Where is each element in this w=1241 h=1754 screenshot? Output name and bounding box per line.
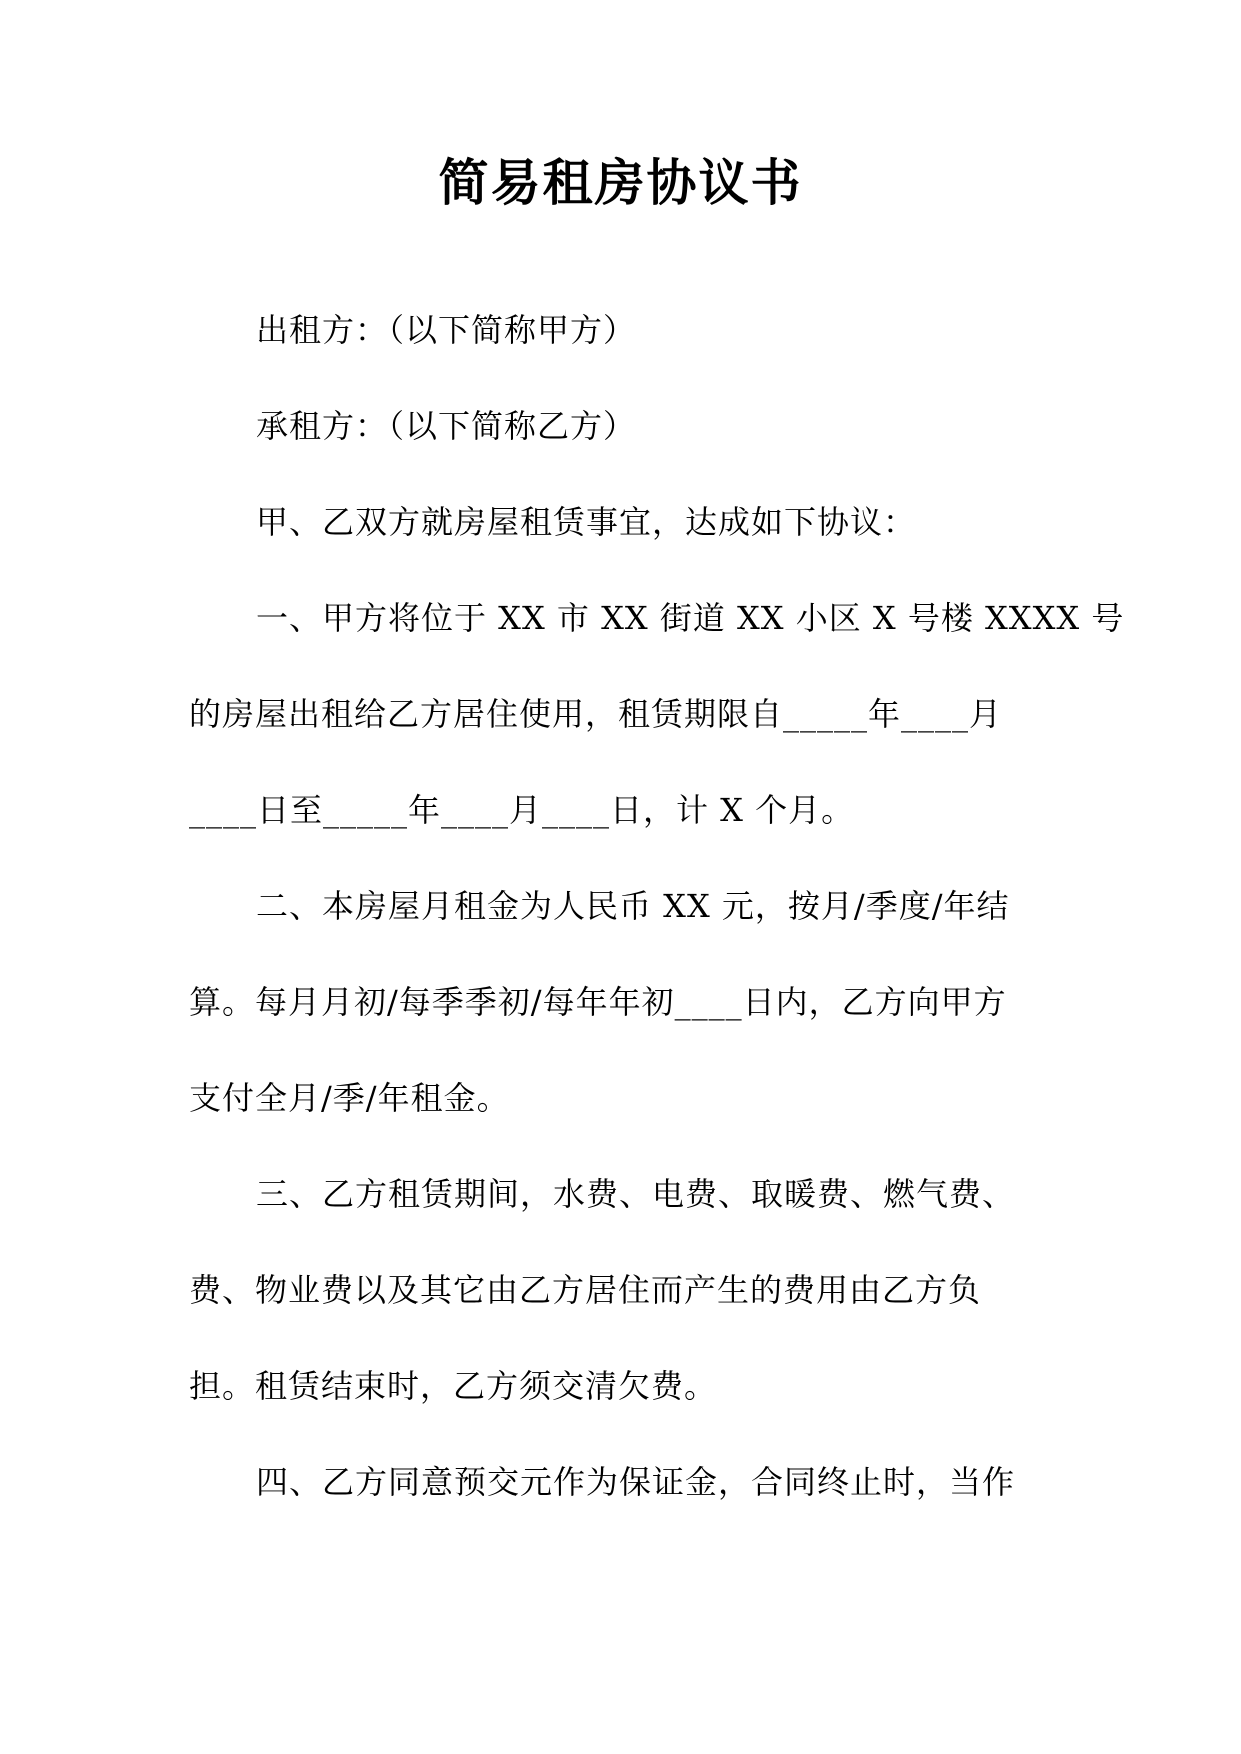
clause-3-line-3: 担。租赁结束时，乙方须交清欠费。: [189, 1367, 718, 1405]
party-a-line: 出租方：（以下简称甲方）: [256, 311, 637, 349]
clause-3-line-2: 费、物业费以及其它由乙方居住而产生的费用由乙方负: [189, 1271, 982, 1309]
clause-1-line-3: ____日至_____年____月____日，计 X 个月。: [189, 791, 855, 829]
clause-2-line-2: 算。每月月初/每季季初/每年年初____日内，乙方向甲方: [189, 983, 1007, 1021]
preamble-line: 甲、乙双方就房屋租赁事宜，达成如下协议：: [256, 503, 917, 541]
party-b-line: 承租方：（以下简称乙方）: [256, 407, 637, 445]
clause-1-line-1: 一、甲方将位于 XX 市 XX 街道 XX 小区 X 号楼 XXXX 号: [256, 599, 1125, 637]
clause-4-line-1: 四、乙方同意预交元作为保证金，合同终止时，当作: [256, 1463, 1016, 1501]
clause-3-line-1: 三、乙方租赁期间，水费、电费、取暖费、燃气费、: [256, 1175, 1016, 1213]
clause-2-line-3: 支付全月/季/年租金。: [189, 1079, 510, 1117]
document-title: 简易租房协议书: [438, 153, 803, 212]
clause-2-line-1: 二、本房屋月租金为人民币 XX 元，按月/季度/年结: [256, 887, 1010, 925]
clause-1-line-2: 的房屋出租给乙方居住使用，租赁期限自_____年____月: [189, 695, 1003, 733]
